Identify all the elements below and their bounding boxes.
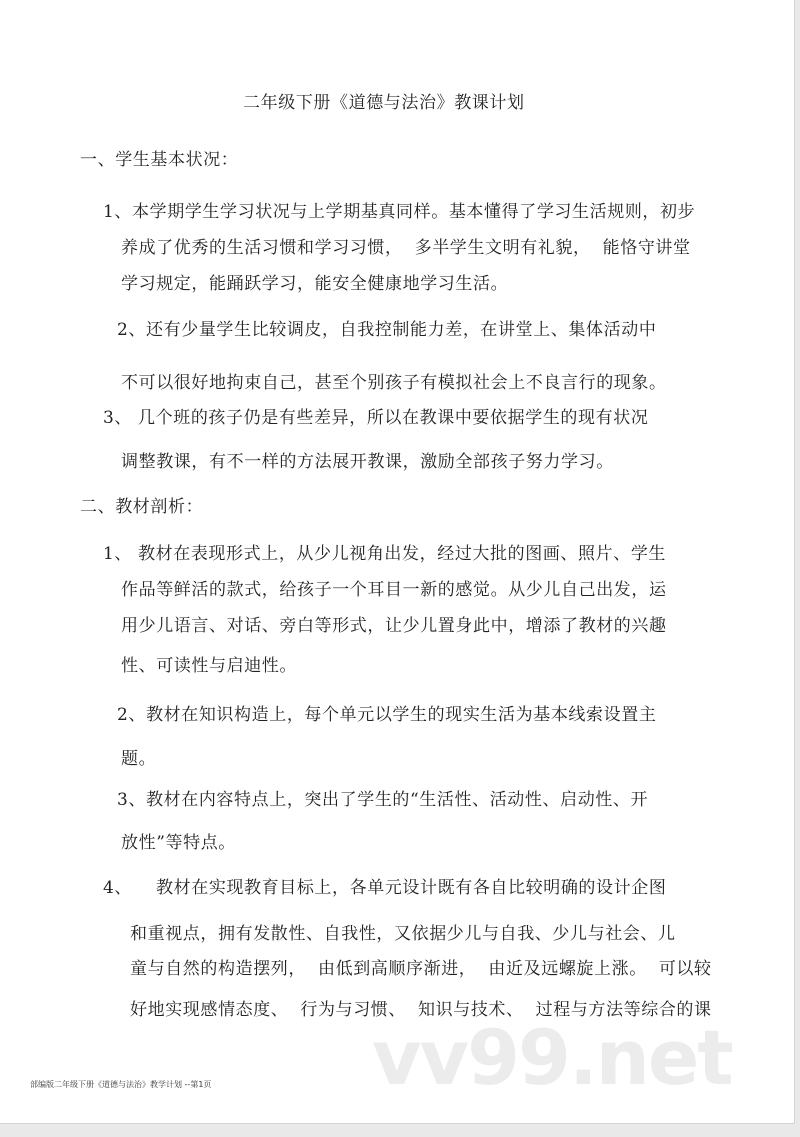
watermark: vv99.net [372, 1013, 732, 1102]
paragraph-line: 1、本学期学生学习状况与上学期基真同样。基本懂得了学习生活规则，初步 [103, 202, 696, 222]
paragraph-line: 好地实现感情态度、 行为与习惯、 知识与技术、 过程与方法等综合的课 [130, 1000, 712, 1020]
paragraph-line: 2、还有少量学生比较调皮，自我控制能力差，在讲堂上、集体活动中 [117, 320, 657, 340]
paragraph-line: 4、 教材在实现教育目标上，各单元设计既有各自比较明确的设计企图 [103, 878, 667, 898]
section-heading-student-status: 一、学生基本状况： [80, 150, 239, 170]
paragraph-line: 3、教材在内容特点上，突出了学生的“生活性、活动性、启动性、开 [117, 790, 649, 810]
page-footer: 部编版二年级下册《道德与法治》教学计划 --第1页 [30, 1080, 212, 1089]
paragraph-line: 1、 教材在表现形式上，从少儿视角出发，经过大批的图画、照片、学生 [103, 544, 667, 564]
paragraph-line: 3、 几个班的孩子仍是有些差异，所以在教课中要依据学生的现有状况 [103, 408, 649, 428]
paragraph-line: 养成了优秀的生活习惯和学习习惯， 多半学生文明有礼貌， 能恪守讲堂 [121, 238, 691, 258]
section-heading-textbook-analysis: 二、教材剖析： [80, 497, 204, 517]
paragraph-line: 不可以很好地拘束自己，甚至个别孩子有模拟社会上不良言行的现象。 [121, 373, 667, 393]
paragraph-line: 作品等鲜活的款式，给孩子一个耳目一新的感觉。从少儿自己出发，运 [121, 580, 667, 600]
paragraph-line: 调整教课，有不一样的方法展开教课，激励全部孩子努力学习。 [121, 452, 614, 472]
paragraph-line: 性、可读性与启迪性。 [121, 656, 297, 676]
paragraph-line: 和重视点，拥有发散性、自我性，又依据少儿与自我、少儿与社会、儿 [130, 924, 676, 944]
paragraph-line: 题。 [121, 749, 157, 769]
paragraph-line: 用少儿语言、对话、旁白等形式，让少儿置身此中，增添了教材的兴趣 [121, 616, 667, 636]
document-title: 二年级下册《道德与法治》教课计划 [243, 93, 525, 113]
paragraph-line: 2、教材在知识构造上，每个单元以学生的现实生活为基本线索设置主 [117, 705, 657, 725]
paragraph-line: 放性”等特点。 [121, 833, 236, 853]
paragraph-line: 学习规定，能踊跃学习，能安全健康地学习生活。 [121, 274, 509, 294]
paragraph-line: 童与自然的构造摆列， 由低到高顺序渐进， 由近及远螺旋上涨。 可以较 [130, 959, 712, 979]
